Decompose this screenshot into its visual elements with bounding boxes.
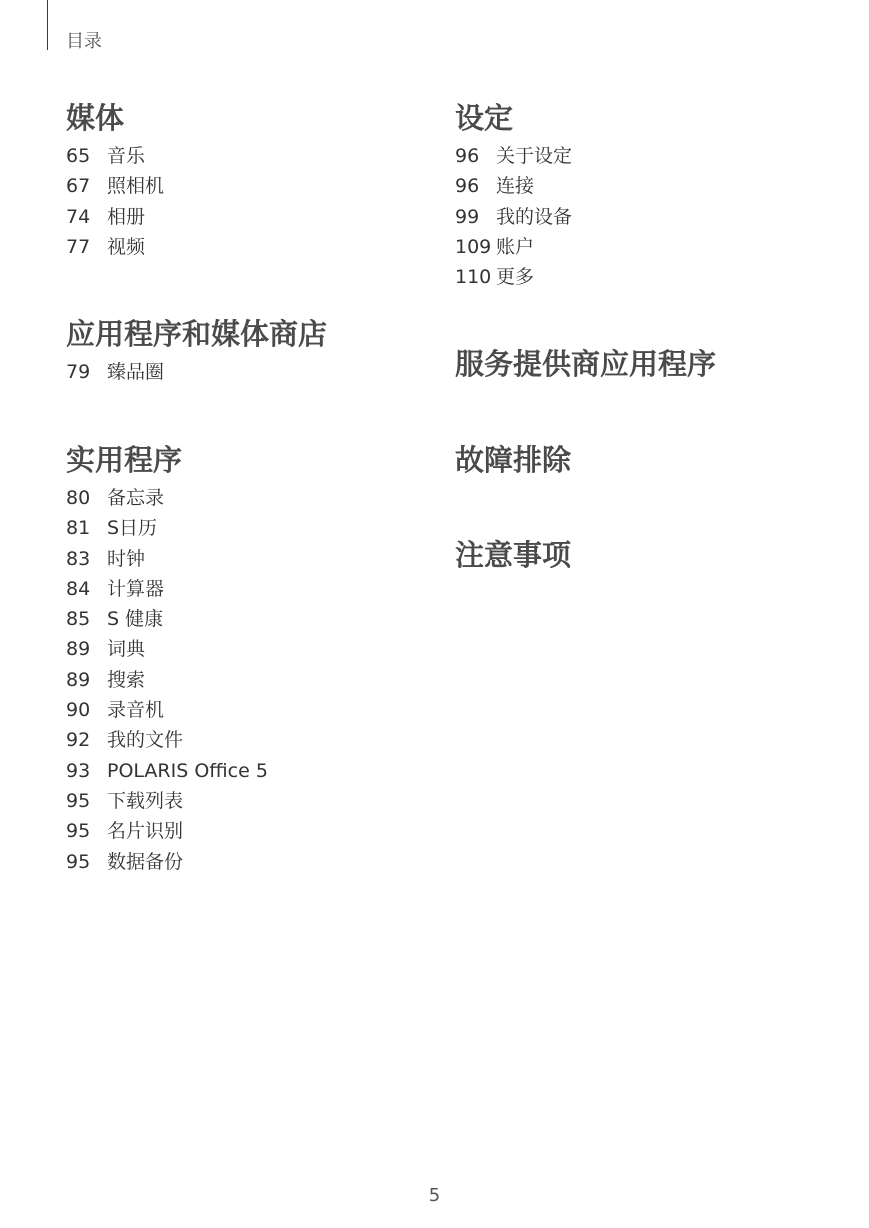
toc-section-precautions <box>455 536 571 574</box>
entry-page-number: 99 <box>455 205 480 228</box>
entry-page-number: 95 <box>66 789 91 812</box>
toc-entry[interactable] <box>66 202 146 232</box>
section-title[interactable]: 应用程序和媒体商店 <box>66 317 328 351</box>
toc-entry[interactable] <box>66 634 182 664</box>
entry-page-number: 84 <box>66 577 91 600</box>
entry-label: 我的设备 <box>496 205 573 228</box>
entry-page-number: 93 <box>66 759 91 782</box>
entry-label: 照相机 <box>107 175 165 198</box>
entry-page-number: 95 <box>66 820 91 843</box>
toc-section-carrier-apps <box>455 345 716 383</box>
entry-label: 下载列表 <box>107 789 184 812</box>
section-title[interactable]: 注意事项 <box>455 538 572 572</box>
entry-label: 音乐 <box>107 145 146 167</box>
entry-page-number: 96 <box>455 145 480 167</box>
page-side-bar <box>47 0 48 50</box>
entry-label: 我的文件 <box>107 729 184 752</box>
entry-label: 计算器 <box>107 577 165 600</box>
entry-label: 更多 <box>496 266 535 289</box>
entry-page-number: 85 <box>66 608 91 631</box>
entry-label: 词典 <box>107 638 146 661</box>
toc-entry[interactable] <box>66 513 182 543</box>
entry-label: 录音机 <box>107 699 165 722</box>
entry-label: 关于设定 <box>496 145 573 167</box>
section-title[interactable]: 故障排除 <box>455 443 572 477</box>
entry-label: 时钟 <box>107 547 146 570</box>
toc-entry[interactable] <box>66 357 327 387</box>
toc-section-media <box>66 99 165 262</box>
entry-page-number: 110 <box>455 266 492 289</box>
toc-section-app-stores <box>66 315 327 387</box>
entry-label: POLARIS Office 5 <box>107 759 268 782</box>
toc-entry[interactable] <box>455 262 535 292</box>
toc-entry[interactable] <box>66 483 182 513</box>
entry-label: 臻品圈 <box>107 361 165 383</box>
toc-entry[interactable] <box>66 141 146 171</box>
entry-label: 相册 <box>107 205 146 228</box>
toc-entry[interactable] <box>455 171 535 201</box>
toc-entry[interactable] <box>455 232 535 262</box>
entry-label: S日历 <box>107 517 158 540</box>
toc-entry[interactable] <box>66 574 182 604</box>
entry-label: 账户 <box>496 235 535 258</box>
page-header-title: 目录 <box>66 31 102 52</box>
toc-entry[interactable] <box>66 695 182 725</box>
section-title[interactable]: 媒体 <box>66 101 125 135</box>
entry-label: S 健康 <box>107 608 164 631</box>
entry-page-number: 95 <box>66 850 91 873</box>
toc-entry[interactable] <box>66 665 182 695</box>
entry-list <box>455 141 573 292</box>
entry-page-number: 65 <box>66 145 91 167</box>
entry-page-number: 92 <box>66 729 91 752</box>
toc-entry[interactable] <box>66 604 182 634</box>
entry-page-number: 67 <box>66 175 91 198</box>
entry-list <box>66 357 327 387</box>
entry-label: 名片识别 <box>107 820 184 843</box>
entry-page-number: 80 <box>66 487 91 509</box>
entry-list <box>66 141 165 262</box>
entry-page-number: 90 <box>66 699 91 722</box>
entry-page-number: 83 <box>66 547 91 570</box>
entry-list <box>66 483 268 877</box>
toc-section-troubleshooting <box>455 441 571 479</box>
toc-section-utilities <box>66 441 268 877</box>
entry-label: 数据备份 <box>107 850 184 873</box>
toc-entry[interactable] <box>66 171 165 201</box>
entry-page-number: 77 <box>66 235 91 258</box>
entry-label: 备忘录 <box>107 487 165 509</box>
toc-entry[interactable] <box>66 816 182 846</box>
entry-label: 视频 <box>107 235 146 258</box>
footer-page-number: 5 <box>428 1185 441 1206</box>
toc-entry[interactable] <box>66 786 182 816</box>
entry-page-number: 79 <box>66 361 91 383</box>
toc-entry[interactable] <box>66 232 146 262</box>
toc-entry[interactable] <box>455 141 573 171</box>
entry-label: 连接 <box>496 175 535 198</box>
entry-page-number: 96 <box>455 175 480 198</box>
toc-entry[interactable] <box>66 756 268 786</box>
toc-entry[interactable] <box>66 725 182 755</box>
toc-entry[interactable] <box>455 202 573 232</box>
entry-page-number: 89 <box>66 668 91 691</box>
entry-page-number: 109 <box>455 235 492 258</box>
toc-entry[interactable] <box>66 847 182 877</box>
section-title[interactable]: 服务提供商应用程序 <box>455 347 717 381</box>
toc-entry[interactable] <box>66 544 182 574</box>
entry-page-number: 81 <box>66 517 91 540</box>
entry-page-number: 74 <box>66 205 91 228</box>
section-title[interactable]: 设定 <box>455 101 514 135</box>
entry-page-number: 89 <box>66 638 91 661</box>
section-title[interactable]: 实用程序 <box>66 443 183 477</box>
toc-section-settings <box>455 99 573 292</box>
entry-label: 搜索 <box>107 668 146 691</box>
